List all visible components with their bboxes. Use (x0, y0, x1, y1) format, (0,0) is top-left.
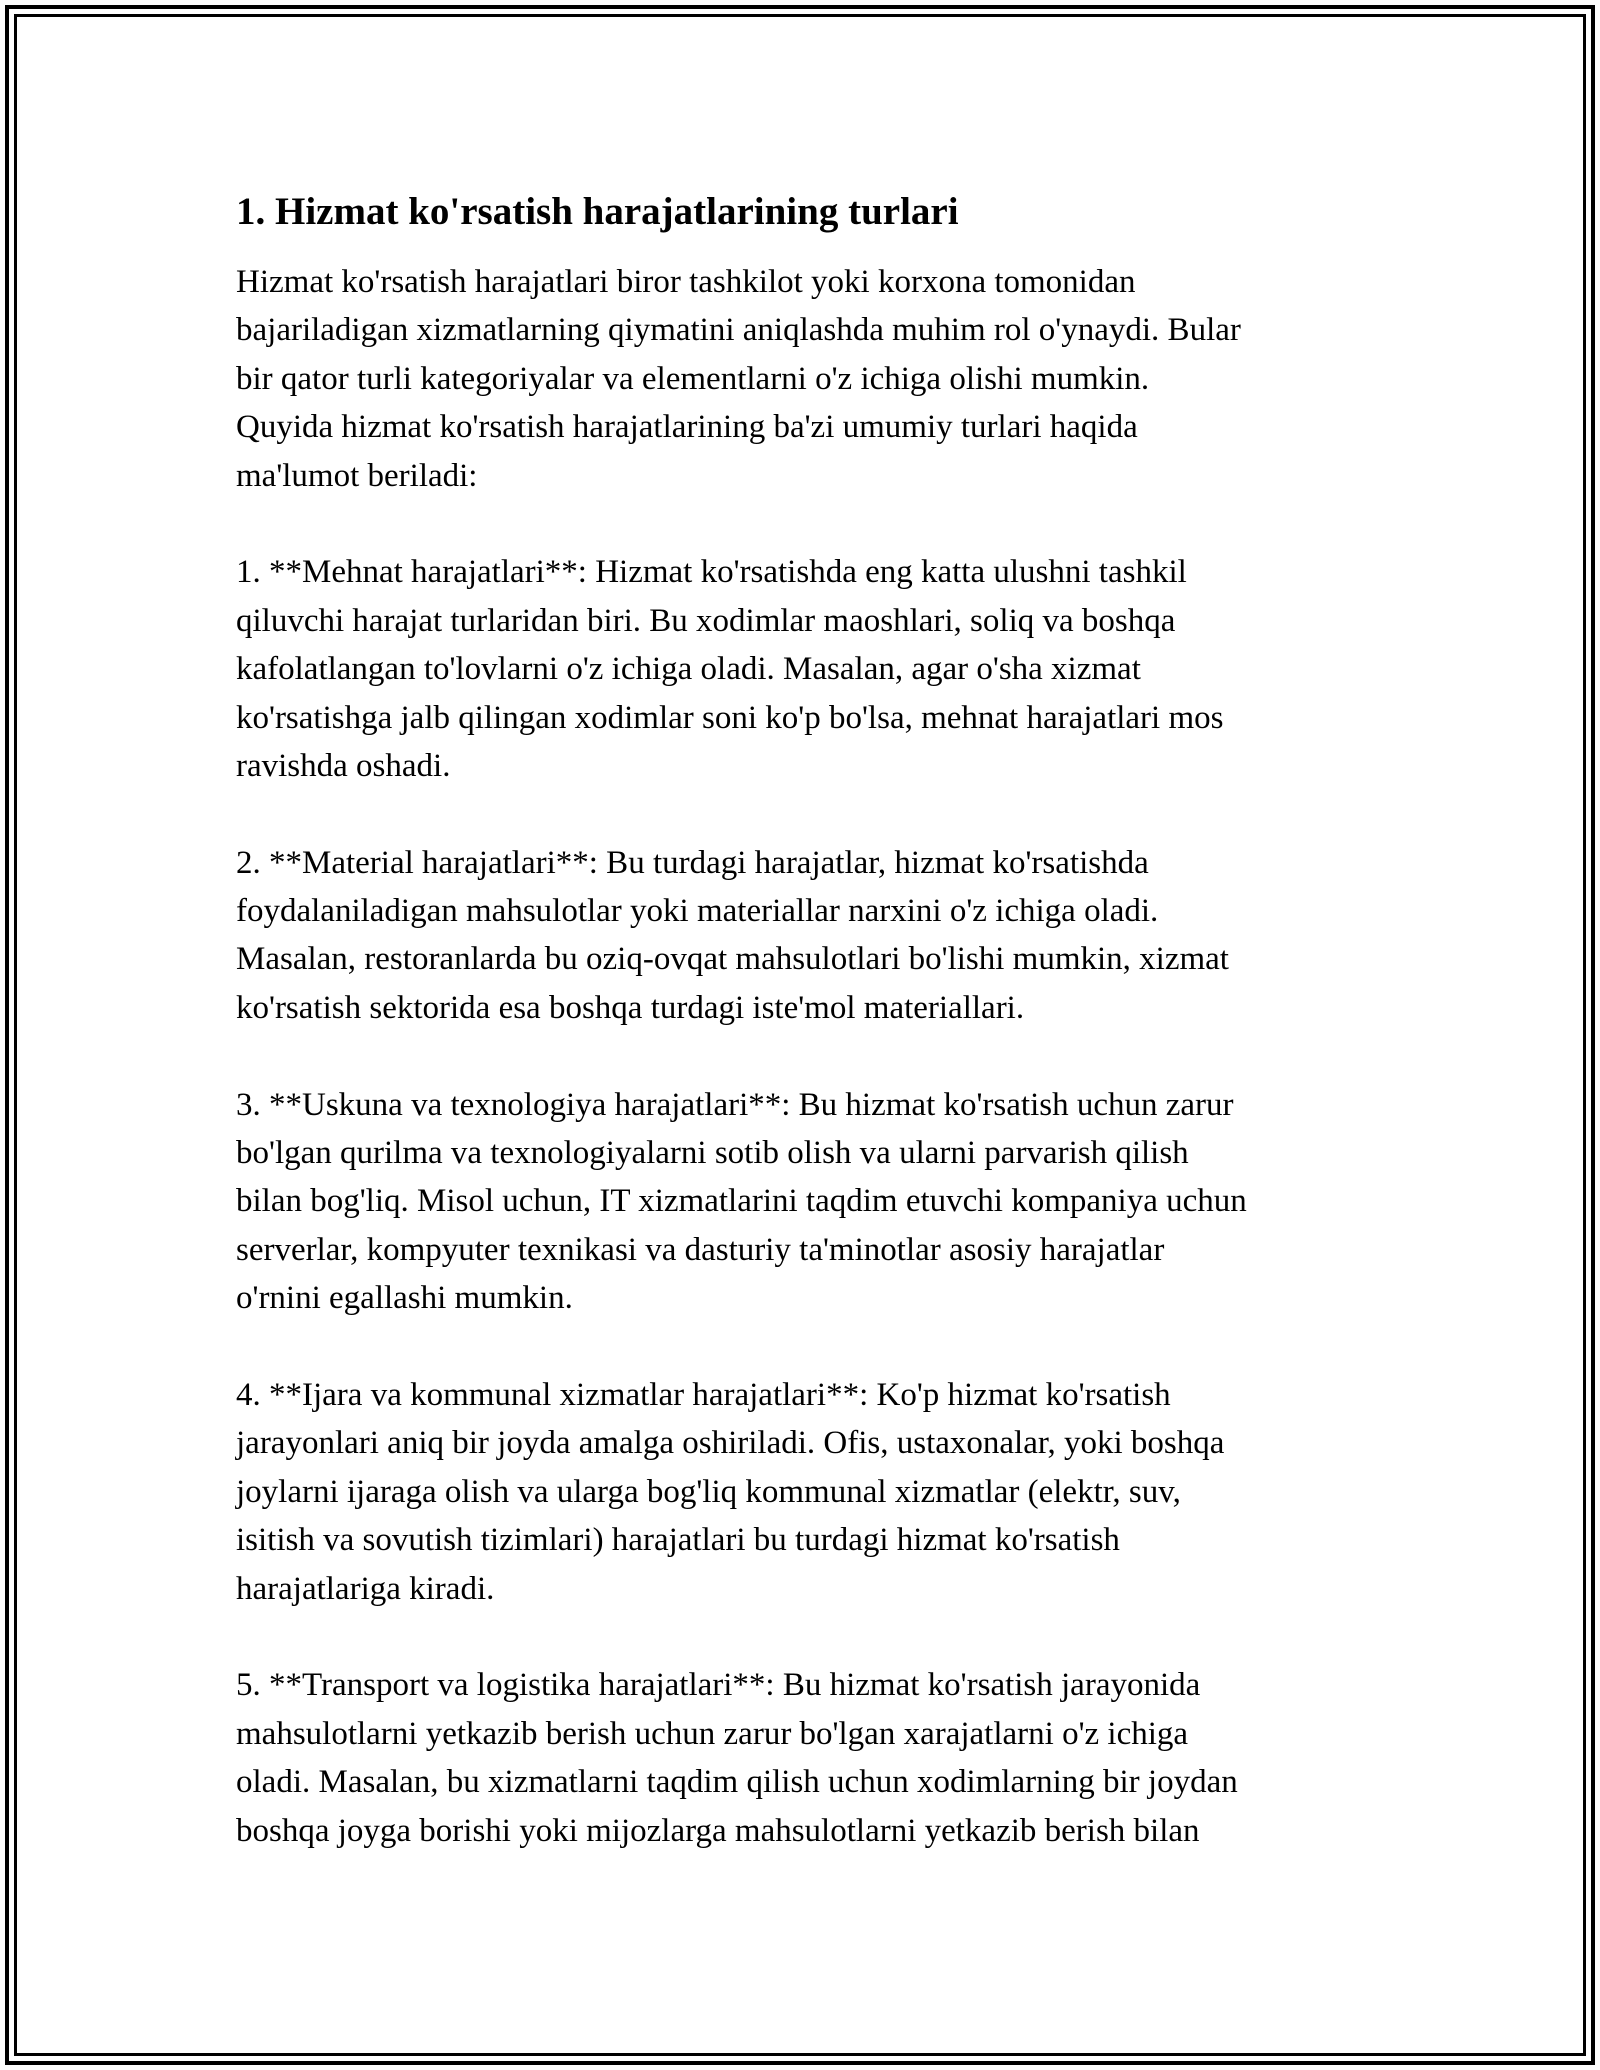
text-line: 3. **Uskuna va texnologiya harajatlari**: Bu hizmat ko'rsatish uchun zarur (236, 1086, 1234, 1123)
text-line: ko'rsatishga jalb qilingan xodimlar soni ko'p bo'lsa, mehnat harajatlari mos (236, 699, 1224, 736)
section-heading: 1. Hizmat ko'rsatish harajatlarining turlari (236, 190, 959, 233)
blank-line (236, 790, 1376, 838)
text-line: oladi. Masalan, bu xizmatlarni taqdim qilish uchun xodimlarning bir joydan (236, 1764, 1238, 1801)
text-line: 4. **Ijara va kommunal xizmatlar harajatlari**: Ko'p hizmat ko'rsatish (236, 1376, 1171, 1413)
text-line: bilan bog'liq. Misol uchun, IT xizmatlarini taqdim etuvchi kompaniya uchun (236, 1183, 1247, 1220)
text-line: bo'lgan qurilma va texnologiyalarni sotib olish va ularni parvarish qilish (236, 1135, 1189, 1172)
blank-line (236, 500, 1376, 548)
text-line: mahsulotlarni yetkazib berish uchun zarur bo'lgan xarajatlarni o'z ichiga (236, 1715, 1189, 1752)
text-line: joylarni ijaraga olish va ularga bog'liq kommunal xizmatlar (elektr, suv, (236, 1473, 1181, 1510)
text-line: 2. **Material harajatlari**: Bu turdagi harajatlar, hizmat ko'rsatishda (236, 844, 1149, 881)
text-line: foydalaniladigan mahsulotlar yoki materiallar narxini o'z ichiga oladi. (236, 893, 1159, 930)
text-line: ko'rsatish sektorida esa boshqa turdagi iste'mol materiallari. (236, 989, 1025, 1026)
text-line: isitish va sovutish tizimlari) harajatlari bu turdagi hizmat ko'rsatish (236, 1522, 1120, 1559)
text-line: 1. **Mehnat harajatlari**: Hizmat ko'rsatishda eng katta ulushni tashkil (236, 554, 1187, 591)
text-line: o'rnini egallashi mumkin. (236, 1280, 573, 1317)
text-line: qiluvchi harajat turlaridan biri. Bu xodimlar maoshlari, soliq va boshqa (236, 602, 1176, 639)
text-line: boshqa joyga borishi yoki mijozlarga mahsulotlarni yetkazib berish bilan (236, 1812, 1200, 1849)
text-line: ma'lumot beriladi: (236, 457, 478, 494)
text-line: 5. **Transport va logistika harajatlari**: Bu hizmat ko'rsatish jarayonida (236, 1667, 1201, 1704)
blank-line (236, 1613, 1376, 1661)
text-line: Masalan, restoranlarda bu oziq-ovqat mahsulotlari bo'lishi mumkin, xizmat (236, 941, 1229, 978)
blank-line (236, 1323, 1376, 1371)
text-line: Quyida hizmat ko'rsatish harajatlarining ba'zi umumiy turlari haqida (236, 409, 1138, 446)
text-line: serverlar, kompyuter texnikasi va dasturiy ta'minotlar asosiy harajatlar (236, 1231, 1165, 1268)
body-text (236, 258, 1376, 1855)
text-line: harajatlariga kiradi. (236, 1570, 495, 1607)
text-line: jarayonlari aniq bir joyda amalga oshiriladi. Ofis, ustaxonalar, yoki boshqa (236, 1425, 1225, 1462)
text-line: kafolatlangan to'lovlarni o'z ichiga oladi. Masalan, agar o'sha xizmat (236, 651, 1141, 688)
blank-line (236, 1032, 1376, 1080)
document-content (236, 186, 1376, 1855)
text-line: bajariladigan xizmatlarning qiymatini aniqlashda muhim rol o'ynaydi. Bular (236, 312, 1241, 349)
text-line: Hizmat ko'rsatish harajatlari biror tashkilot yoki korxona tomonidan (236, 264, 1136, 300)
text-line: ravishda oshadi. (236, 747, 451, 784)
text-line: bir qator turli kategoriyalar va elementlarni o'z ichiga olishi mumkin. (236, 360, 1150, 397)
